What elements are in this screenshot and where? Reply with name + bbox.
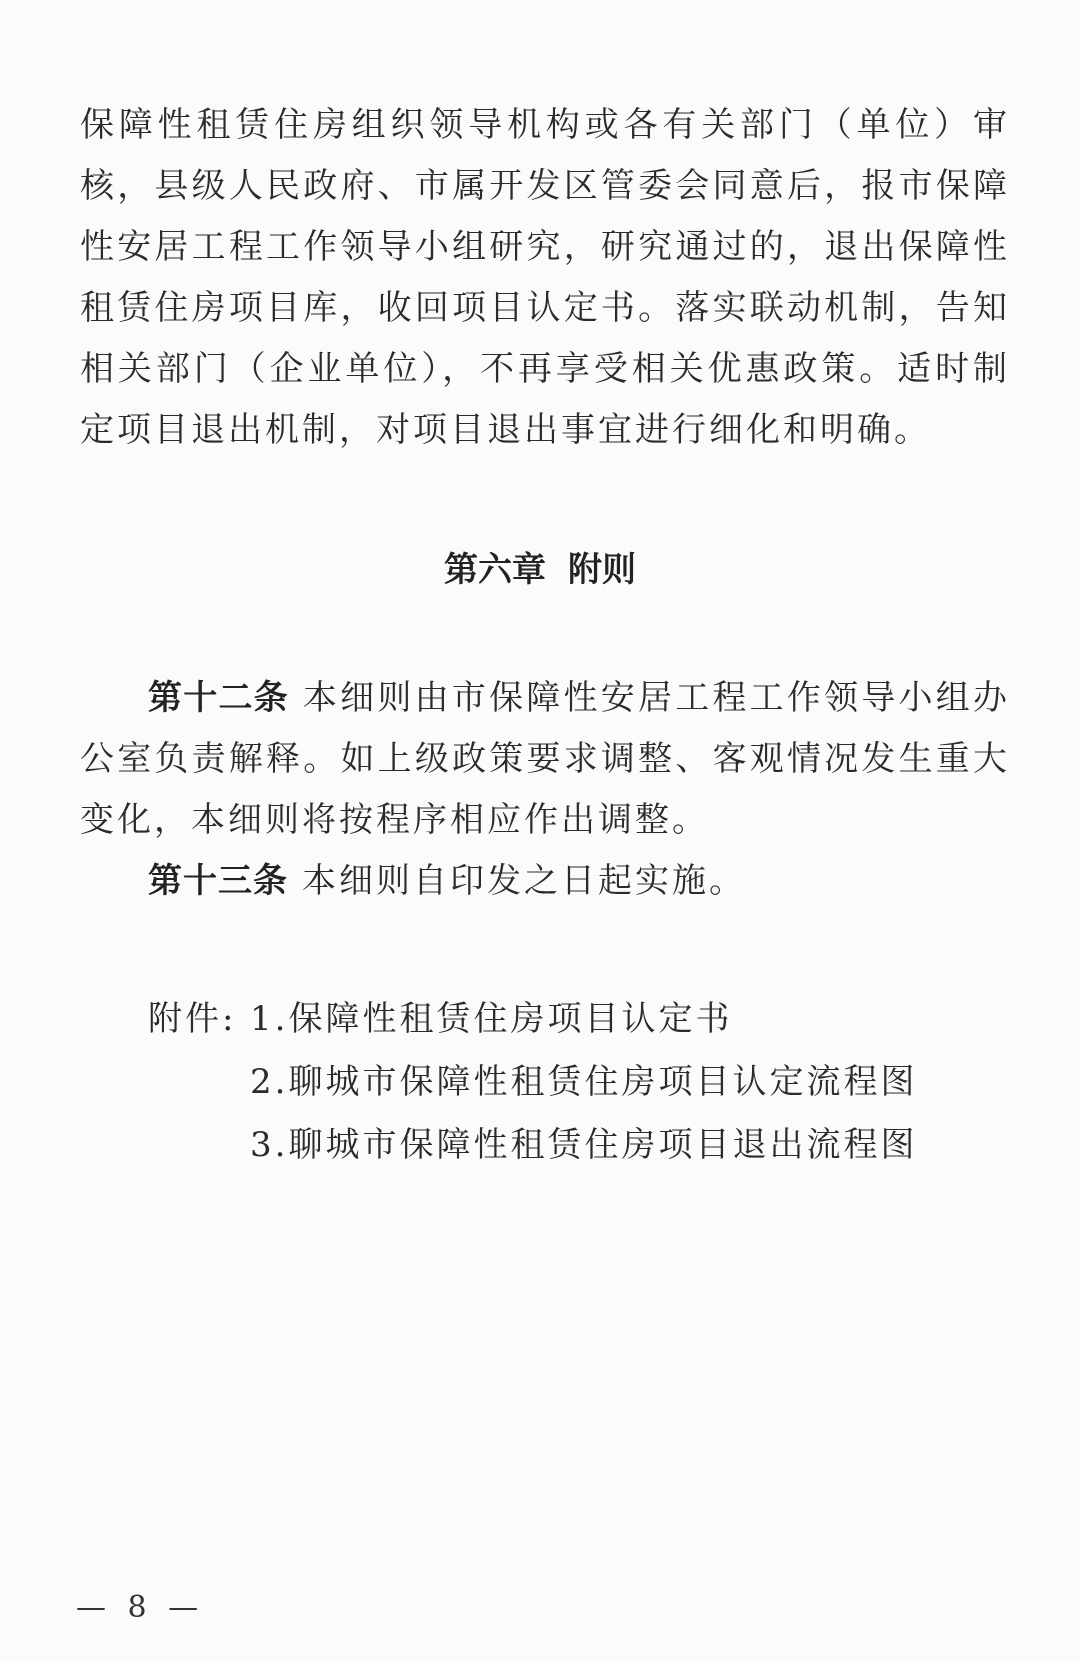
continued-paragraph: 保障性租赁住房组织领导机构或各有关部门（单位）审核，县级人民政府、市属开发区管委会同意后，报市保障性安居工程工作领导小组研究，研究通过的，退出保障性租赁住房项目库，收回项目认定书。落实联动机制，告知相关部门（企业单位），不再享受相关优惠政策。适时制定项目退出机制，对项目退出事宜进行细化和明确。 (80, 105, 1010, 450)
attachment-item-3: 3.聊城市保障性租赁住房项目退出流程图 (250, 1125, 918, 1165)
page-number: — 8 — (76, 1590, 205, 1625)
article-12-label: 第十二条 (148, 678, 289, 718)
article-12-text: 本细则由市保障性安居工程工作领导小组办公室负责解释。如上级政策要求调整、客观情况发生重大变化，本细则将按程序相应作出调整。 (80, 678, 1011, 840)
attachment-item-2: 2.聊城市保障性租赁住房项目认定流程图 (250, 1062, 918, 1102)
chapter-title: 附则 (568, 550, 636, 590)
attachments-list (148, 988, 917, 1177)
article-12 (80, 668, 1010, 851)
chapter-heading (0, 540, 1080, 600)
article-13 (80, 851, 1010, 912)
article-13-label: 第十三条 (148, 861, 288, 901)
chapter-number: 第六章 (444, 550, 546, 590)
attachment-item-1: 1.保障性租赁住房项目认定书 (250, 999, 733, 1039)
attachments-label: 附件: (148, 999, 237, 1039)
article-13-text: 本细则自印发之日起实施。 (302, 861, 746, 901)
